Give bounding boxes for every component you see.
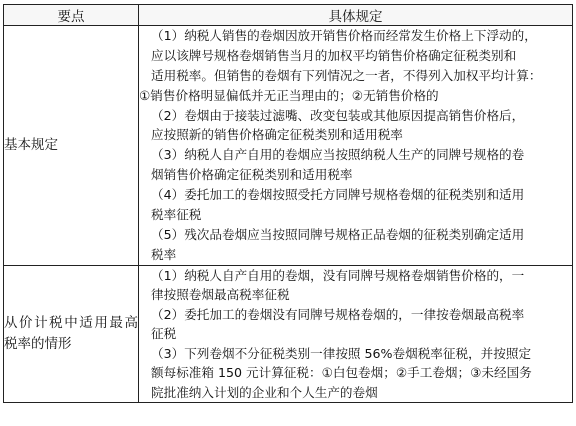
header-row bbox=[4, 5, 573, 26]
content-line: 适用税率。但销售的卷烟有下列情况之一者，不得列入加权平均计算： bbox=[151, 67, 542, 83]
content-line: （3）下列卷烟不分征税类别一律按照 56%卷烟税率征税，并按照定 bbox=[151, 345, 532, 361]
content-line: （2）委托加工的卷烟没有同牌号规格卷烟的，一律按卷烟最高税率 bbox=[151, 306, 525, 322]
content-line: 征税 bbox=[151, 326, 177, 342]
content-line: ①销售价格明显偏低并无正当理由的；②无销售价格的 bbox=[139, 87, 439, 103]
row-label-basic-rules: 基本规定 bbox=[4, 26, 139, 266]
content-line: 税率 bbox=[151, 246, 177, 262]
row-content-highest-rate bbox=[139, 265, 573, 403]
table-row-highest-rate bbox=[4, 265, 573, 403]
header-specific-rules: 具体规定 bbox=[139, 5, 573, 26]
rules-table bbox=[3, 4, 573, 403]
content-line: 烟销售价格确定征税类别和适用税率 bbox=[151, 167, 353, 183]
content-line: 税率征税 bbox=[151, 207, 202, 223]
content-line: 额每标准箱 150 元计算征税：①白包卷烟；②手工卷烟；③未经国务 bbox=[151, 365, 532, 381]
header-key-points: 要点 bbox=[4, 5, 139, 26]
content-line: 律按照卷烟最高税率征税 bbox=[151, 287, 290, 303]
row-label-highest-rate: 从价计税中适用最高税率的情形 bbox=[4, 265, 139, 403]
row-content-basic-rules bbox=[139, 26, 573, 266]
content-line: （3）纳税人自产自用的卷烟应当按照纳税人生产的同牌号规格的卷 bbox=[151, 147, 525, 163]
content-line: 应按照新的销售价格确定征税类别和适用税率 bbox=[151, 127, 403, 143]
content-line: 应以该牌号规格卷烟销售当月的加权平均销售价格确定征税类别和 bbox=[151, 47, 517, 63]
content-line: （2）卷烟由于接装过滤嘴、改变包装或其他原因提高销售价格后， bbox=[151, 107, 525, 123]
table-row-basic-rules bbox=[4, 26, 573, 266]
content-line: （5）残次品卷烟应当按照同牌号规格正品卷烟的征税类别确定适用 bbox=[151, 226, 525, 242]
content-line: 院批准纳入计划的企业和个人生产的卷烟 bbox=[151, 384, 378, 400]
content-line: （1）纳税人销售的卷烟因放开销售价格而经常发生价格上下浮动的， bbox=[151, 28, 537, 43]
content-line: （4）委托加工的卷烟按照受托方同牌号规格卷烟的征税类别和适用 bbox=[151, 187, 525, 203]
content-line: （1）纳税人自产自用的卷烟，没有同牌号规格卷烟销售价格的，一 bbox=[151, 267, 525, 283]
